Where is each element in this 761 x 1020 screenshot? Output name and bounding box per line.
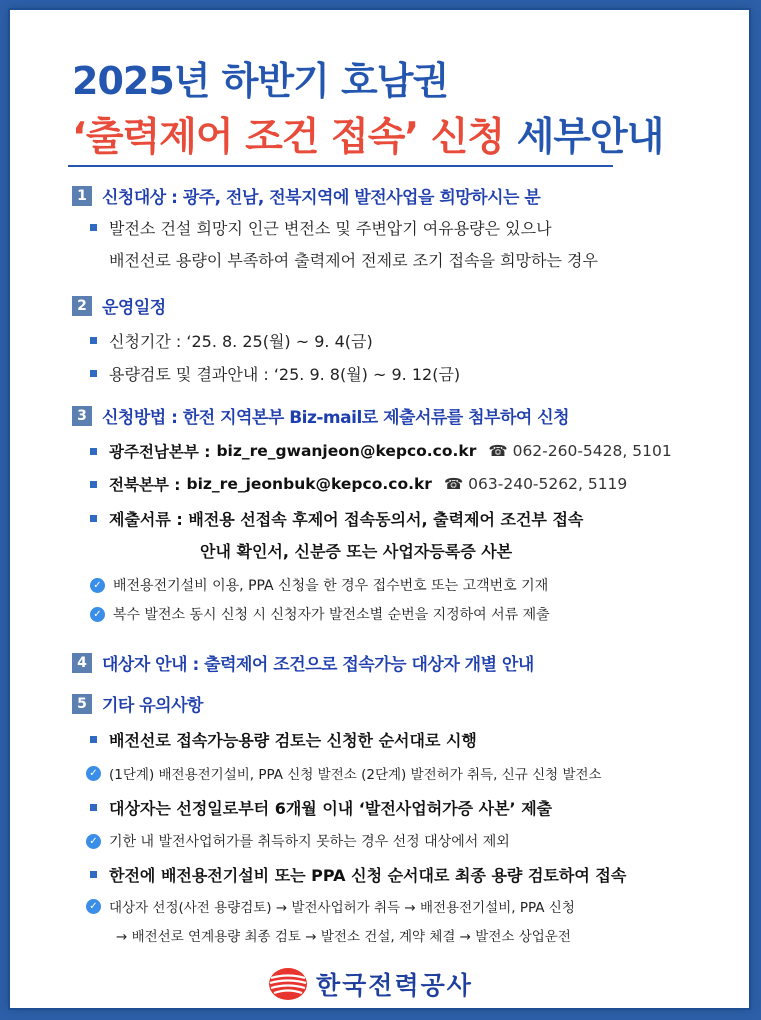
s3-check1-text: 배전용전기설비 이용, PPA 신청을 한 경우 접수번호 또는 고객번호 기재	[113, 578, 549, 594]
s3-gwangju-contact	[90, 440, 672, 462]
check-icon: ✓	[86, 834, 101, 849]
section-number: 2	[72, 296, 92, 316]
gwangju-label: 광주전남본부 :	[109, 443, 211, 461]
section-5-heading	[72, 691, 203, 716]
title-line1: 2025년 하반기 호남권	[72, 59, 449, 103]
s5-bullet2	[90, 796, 552, 819]
bullet-square-icon	[90, 515, 97, 522]
section-title: 신청대상 : 광주, 전남, 전북지역에 발전사업을 희망하시는 분	[102, 188, 541, 208]
s1-line1: 발전소 건설 희망지 인근 변전소 및 주변압기 여유용량은 있으나	[109, 219, 552, 238]
section-title: 운영일정	[102, 298, 166, 318]
s1-line2: 배전선로 용량이 부족하여 출력제어 전제로 조기 접속을 희망하는 경우	[109, 251, 598, 270]
s5-check3-text: 대상자 선정(사전 용량검토) → 발전사업허가 취득 → 배전용전기설비, PPA 신청	[109, 900, 575, 916]
s3-documents	[90, 507, 583, 530]
s2-apply-period	[90, 329, 373, 352]
title-underline	[68, 165, 613, 167]
section-1-heading	[72, 183, 540, 208]
gwangju-email[interactable]: biz_re_gwanjeon@kepco.co.kr	[216, 442, 477, 460]
section-title: 대상자 안내 : 출력제어 조건으로 접속가능 대상자 개별 안내	[102, 655, 534, 675]
s2-review-text: 용량검토 및 결과안내 : ‘25. 9. 8(월) ~ 9. 12(금)	[109, 365, 461, 384]
check-icon: ✓	[90, 607, 105, 622]
s5-check3-line2: → 배전선로 연계용량 최종 검토 → 발전소 건설, 계약 체결 → 발전소 상업운전	[116, 929, 571, 945]
title-suffix: 세부안내	[516, 115, 664, 160]
bullet-square-icon	[90, 804, 97, 811]
section-4-heading	[72, 650, 534, 675]
jeonbuk-label: 전북본부 :	[109, 476, 181, 494]
jeonbuk-phone: ☎ 063-240-5262, 5119	[443, 475, 628, 493]
title-line2	[72, 106, 663, 162]
s3-check2-text: 복수 발전소 동시 신청 시 신청자가 발전소별 순번을 지정하여 서류 제출	[113, 607, 550, 623]
section-2-heading	[72, 293, 166, 318]
section-title: 신청방법 : 한전 지역본부 Biz-mail로 제출서류를 첨부하여 신청	[102, 408, 570, 428]
kepco-logo	[268, 966, 473, 1002]
s5-check1	[86, 763, 602, 783]
check-icon: ✓	[90, 578, 105, 593]
section-3-heading	[72, 403, 569, 428]
bullet-square-icon	[90, 224, 97, 231]
docs-line2: 안내 확인서, 신분증 또는 사업자등록증 사본	[200, 542, 513, 561]
section-title: 기타 유의사항	[102, 696, 203, 716]
s1-bullet	[90, 216, 552, 239]
jeonbuk-email[interactable]: biz_re_jeonbuk@kepco.co.kr	[186, 475, 432, 493]
section-number: 4	[72, 653, 92, 673]
s3-check2	[90, 604, 550, 624]
s5-check2-text: 기한 내 발전사업허가를 취득하지 못하는 경우 선정 대상에서 제외	[109, 834, 510, 850]
kepco-logo-text: 한국전력공사	[316, 971, 473, 1000]
bullet-square-icon	[90, 448, 97, 455]
kepco-emblem-icon	[268, 967, 308, 1001]
s5-bullet2-text: 대상자는 선정일로부터 6개월 이내 ‘발전사업허가증 사본’ 제출	[109, 799, 553, 818]
s3-check1	[90, 575, 548, 595]
s5-check1-text: (1단계) 배전용전기설비, PPA 신청 발전소 (2단계) 발전허가 취득, 신규 신청 발전소	[109, 767, 602, 783]
section-number: 5	[72, 694, 92, 714]
check-icon: ✓	[86, 899, 101, 914]
s5-bullet3	[90, 863, 626, 886]
notice-card	[10, 10, 749, 1008]
s5-bullet3-text: 한전에 배전용전기설비 또는 PPA 신청 순서대로 최종 용량 검토하여 접속	[109, 866, 627, 885]
bullet-square-icon	[90, 736, 97, 743]
bullet-square-icon	[90, 871, 97, 878]
docs-line1: 제출서류 : 배전용 선접속 후제어 접속동의서, 출력제어 조건부 접속	[109, 510, 584, 529]
bullet-square-icon	[90, 481, 97, 488]
s2-apply-text: 신청기간 : ‘25. 8. 25(월) ~ 9. 4(금)	[109, 332, 373, 351]
gwangju-phone: ☎ 062-260-5428, 5101	[488, 442, 672, 460]
s2-review-period	[90, 362, 460, 385]
s5-bullet1-text: 배전선로 접속가능용량 검토는 신청한 순서대로 시행	[109, 731, 477, 750]
bullet-square-icon	[90, 370, 97, 377]
s5-check3	[86, 896, 575, 916]
title-highlight: ‘출력제어 조건 접속’ 신청	[72, 115, 505, 160]
section-number: 1	[72, 186, 92, 206]
s3-jeonbuk-contact	[90, 473, 627, 495]
bullet-square-icon	[90, 337, 97, 344]
check-icon: ✓	[86, 766, 101, 781]
s5-bullet1	[90, 728, 477, 751]
section-number: 3	[72, 406, 92, 426]
s5-check2	[86, 831, 510, 851]
